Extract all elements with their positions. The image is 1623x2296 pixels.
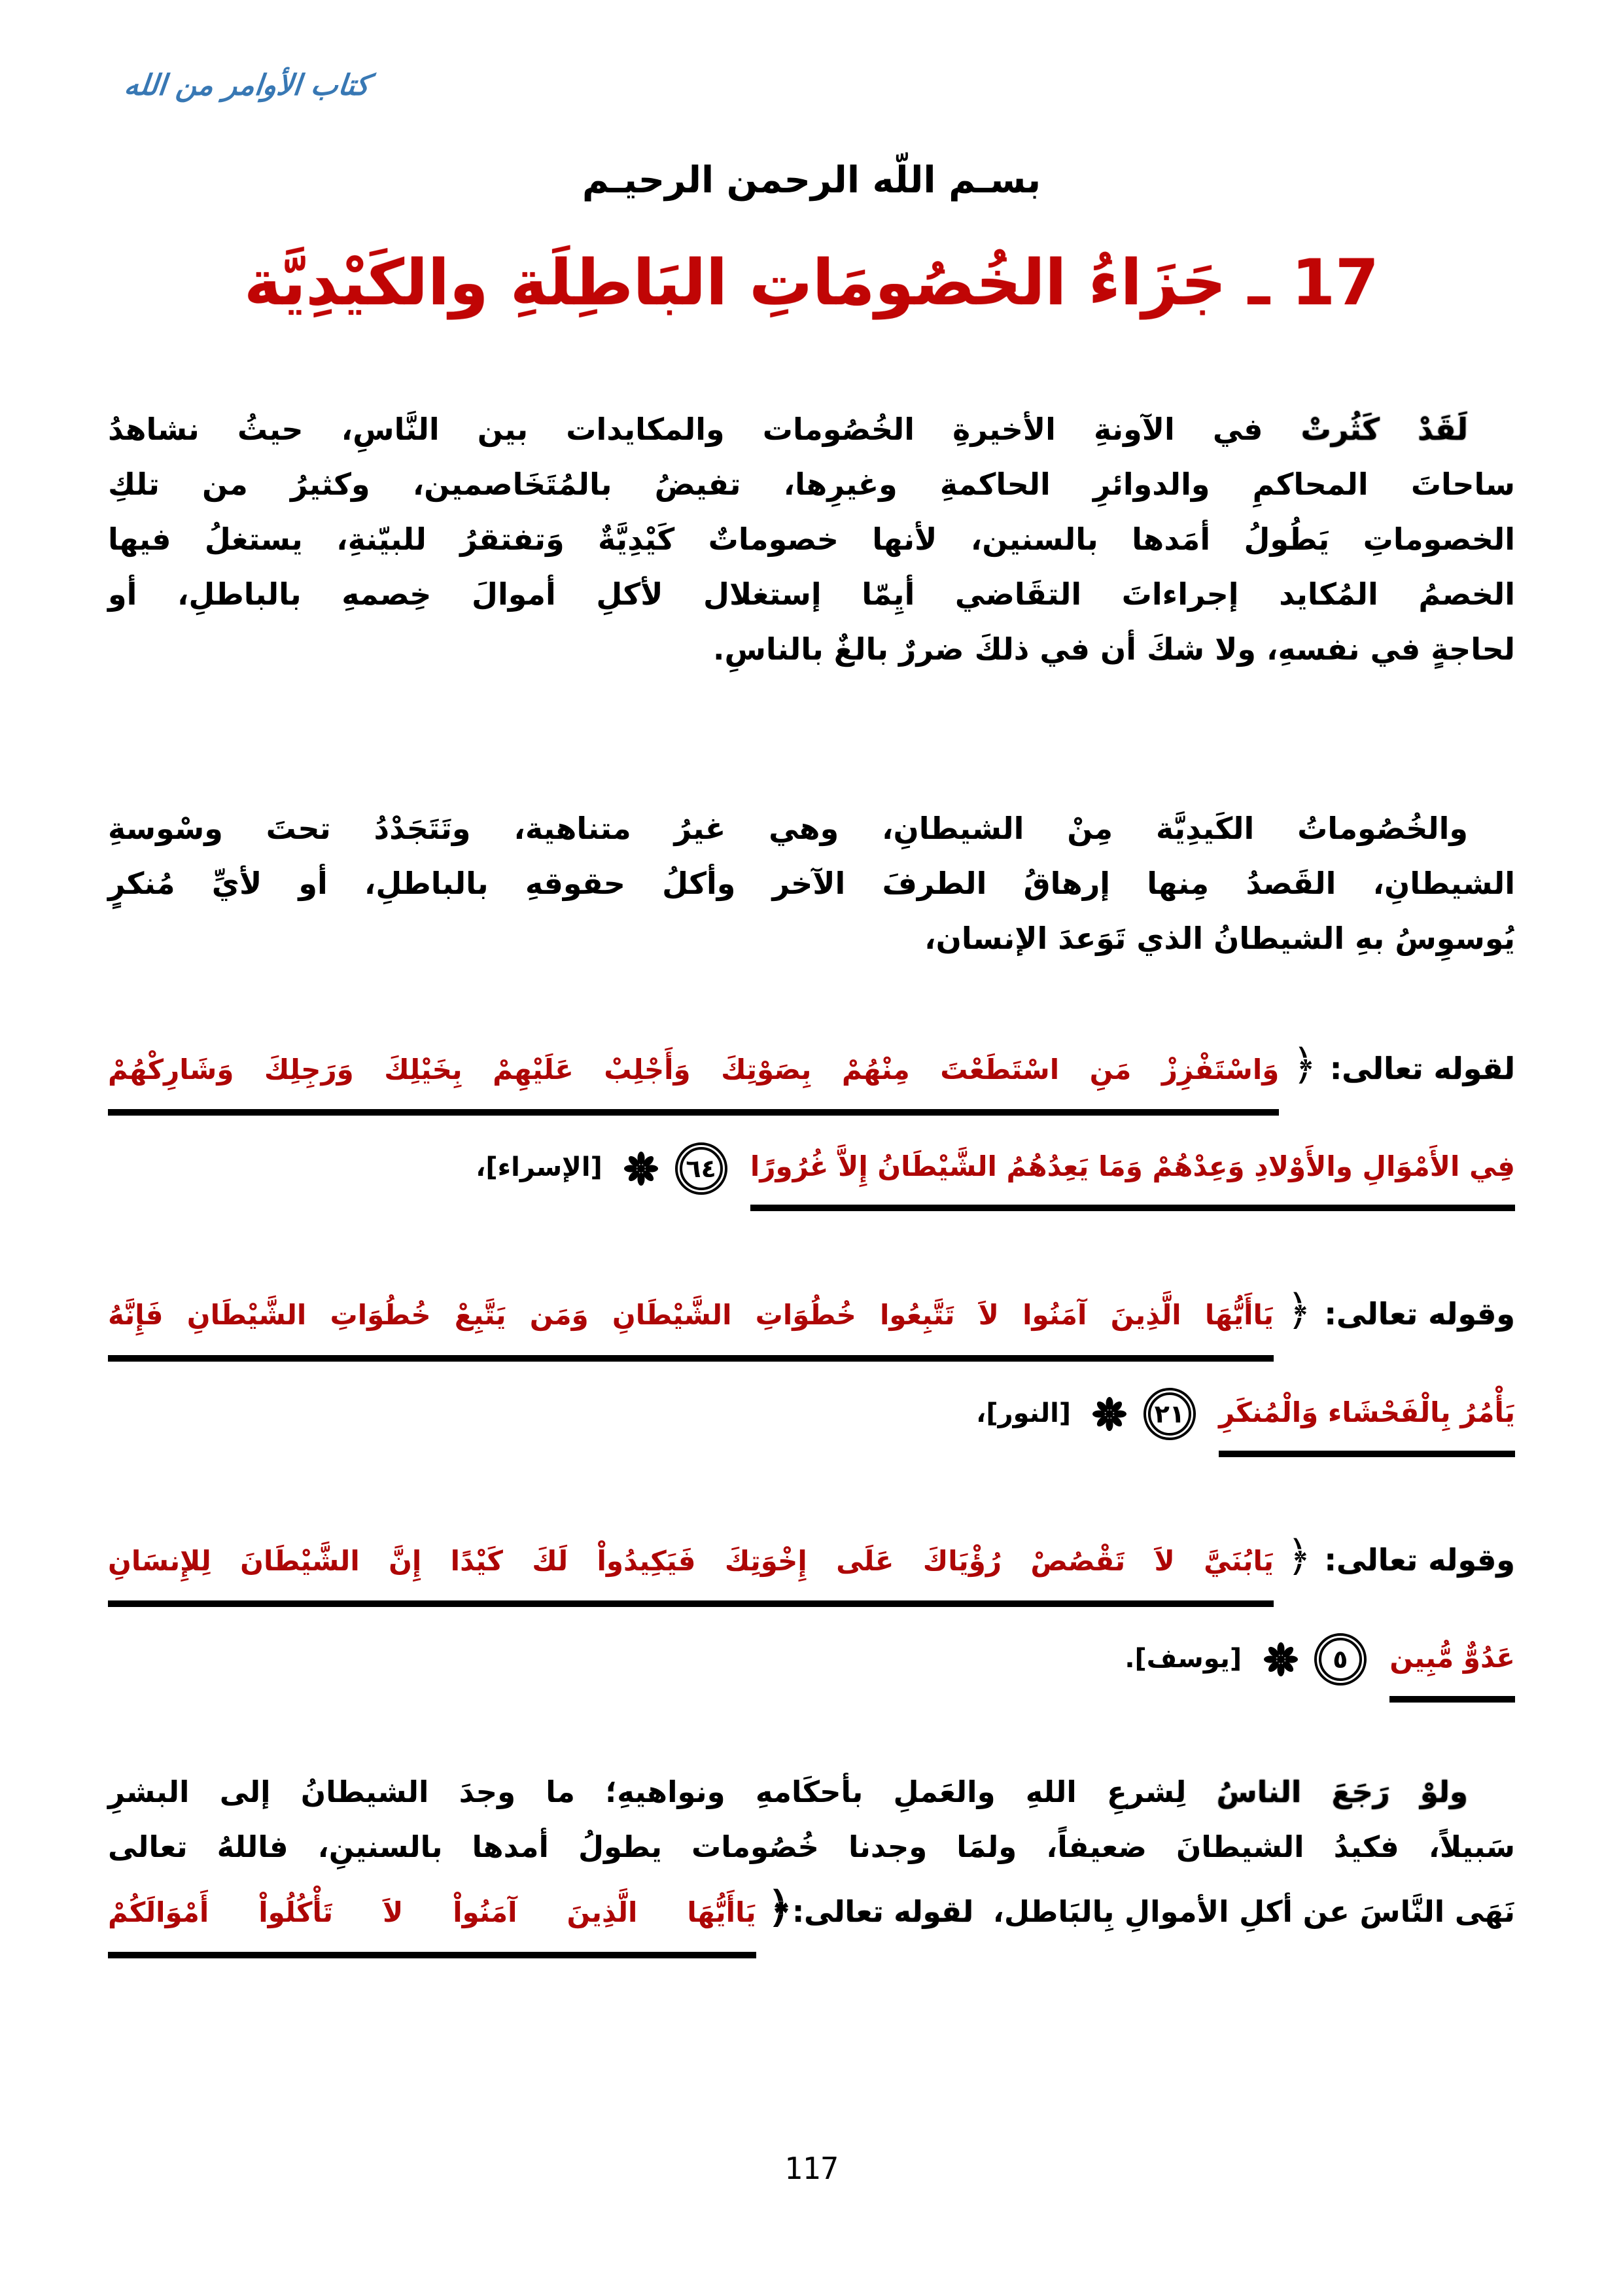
body-line: الشيطانِ، القَصدُ مِنها إرهاقُ الطرفَ الآخر وأكلُ حقوقهِ بالباطلِ، أو لأيِّ مُنكرٍ	[108, 866, 1515, 901]
verse-source: [الإسراء]،	[476, 1152, 602, 1183]
body-line	[108, 402, 1515, 457]
verse-line: وقوله تعالى: ﴿ يَابُنَيَّ لاَ تَقْصُصْ رُؤْيَاكَ عَلَى إِخْوَتِكَ فَيَكِيدُواْ لَكَ كَيْدًا إِنَّ الشَّيْطَانَ لِلإِنسَانِ	[108, 1532, 1515, 1607]
body-line: لحاجةٍ في نفسهِ، ولا شكَ أن في ذلكَ ضررٌ بالغٌ بالناسِ.	[712, 631, 1515, 667]
verse-label: لقوله تعالى:	[1329, 1051, 1515, 1086]
quran-verse-nur	[108, 1286, 1515, 1457]
basmala: بسـم اللّه الرحمن الرحيـم	[582, 159, 1041, 202]
verse-source: [النور]،	[976, 1398, 1072, 1428]
rosette-ornament-icon	[1263, 1641, 1299, 1678]
body-line: الخصوماتِ يَطُولُ أمَدها بالسنين، لأنها خصوماتٌ كَيْدِيَّةٌ وَتفتقرُ للبيّنةِ، يستغلُ فيها	[108, 521, 1515, 557]
ayah-number-badge: ٢١	[1143, 1388, 1196, 1440]
ayah-number-badge: ٦٤	[675, 1142, 727, 1195]
verse-label: وقوله تعالى:	[1324, 1542, 1515, 1578]
verse-text: يَاأَيُّهَا الَّذِينَ آمَنُوا لاَ تَتَّبِعُوا خُطُوَاتِ الشَّيْطَانِ وَمَن يَتَّبِعْ خُطُوَاتِ الشَّيْطَانِ فَإِنَّهُ	[108, 1286, 1274, 1361]
page-number: 117	[784, 2151, 839, 2186]
verse-text: فِي الأَمْوَالِ والأَوْلادِ وَعِدْهُمْ وَمَا يَعِدُهُمُ الشَّيْطَانُ إِلاَّ غُرُورًا	[750, 1138, 1515, 1211]
paragraph-intro	[108, 402, 1515, 677]
header-calligraphy: كتاب الأوامر من الله	[122, 69, 372, 102]
verse-line: لقوله تعالى: ﴿ وَاسْتَفْزِزْ مَنِ اسْتَطَعْتَ مِنْهُمْ بِصَوْتِكَ وَأَجْلِبْ عَلَيْهِمْ بِخَيْلِكَ وَرَجِلِكَ وَشَارِكْهُمْ	[108, 1041, 1515, 1116]
verse-label: لقوله تعالى:	[792, 1894, 974, 1930]
rosette-ornament-icon	[623, 1150, 659, 1187]
body-line: ساحاتَ المحاكمِ والدوائرِ الحاكمةِ وغيرِها، تفيضُ بالمُتَخَاصمين، وكثيرُ من تلكِ	[108, 467, 1515, 502]
verse-label: وقوله تعالى:	[1324, 1296, 1515, 1332]
paragraph-conclusion	[108, 1765, 1515, 1958]
body-line: يُوسوِسُ بهِ الشيطانُ الذي تَوَعدَ الإنسان،	[924, 921, 1515, 956]
ayah-number-badge: ٥	[1314, 1633, 1367, 1686]
verse-text: يَأْمُرُ بِالْفَحْشَاء وَالْمُنكَرِ	[1219, 1384, 1515, 1457]
paragraph-lead: لَقَدْ كَثُرتْ	[1300, 412, 1469, 447]
body-text: نَهَى النَّاسَ عن أكلِ الأموالِ بِالبَاطل،	[992, 1894, 1515, 1930]
body-text: لِشرعِ اللهِ والعَملِ بأحكَامهِ ونواهيهِ؛ ما وجدَ الشيطانُ إلى البشرِ	[108, 1775, 1187, 1810]
body-line-with-verse	[108, 1884, 1515, 1958]
chapter-title: 17 ـ جَزَاءُ الخُصُومَاتِ البَاطِلَةِ والكَيْدِيَّة	[244, 246, 1379, 319]
paragraph-devil-litigations	[108, 801, 1515, 966]
body-line: والخُصُوماتُ الكَيدِيَّة مِنْ الشيطانِ، وهي غيرُ متناهية، وتَتَجَدْدُ تحتَ وسْوسةِ	[108, 811, 1468, 846]
verse-text: وَاسْتَفْزِزْ مَنِ اسْتَطَعْتَ مِنْهُمْ بِصَوْتِكَ وَأَجْلِبْ عَلَيْهِمْ بِخَيْلِكَ وَرَجِلِكَ وَشَارِكْهُمْ	[108, 1041, 1279, 1116]
page-header	[108, 56, 1515, 128]
verse-continuation-line	[108, 1384, 1515, 1457]
body-line	[108, 1765, 1515, 1820]
quran-verse-isra	[108, 1041, 1515, 1211]
verse-text: يَاأَيُّهَا الَّذِينَ آمَنُواْ لاَ تَأْكُلُواْ أَمْوَالَكُمْ	[108, 1884, 756, 1958]
body-text: في الآونةِ الأخيرةِ الخُصُومات والمكايدات بين النَّاسِ، حيثُ نشاهدُ	[108, 412, 1263, 447]
verse-source: [يوسف].	[1125, 1643, 1242, 1674]
verse-text: عَدُوٌّ مُّبِين	[1389, 1629, 1515, 1703]
body-line: الخصمُ المُكايد إجراءاتَ التقَاضي أيِمّا إستغلال لأكلِ أموالَ خِصمهِ بالباطلِ، أو	[108, 576, 1515, 612]
verse-text: يَابُنَيَّ لاَ تَقْصُصْ رُؤْيَاكَ عَلَى إِخْوَتِكَ فَيَكِيدُواْ لَكَ كَيْدًا إِنَّ الشَّيْطَانَ لِلإِنسَانِ	[108, 1532, 1274, 1607]
ornate-open-bracket: ﴿	[767, 1884, 793, 1933]
body-text	[768, 1884, 1515, 1939]
paragraph-lead: ولوْ رَجَعَ الناسُ	[1216, 1775, 1468, 1810]
rosette-ornament-icon	[1091, 1396, 1128, 1432]
verse-line: وقوله تعالى: ﴿ يَاأَيُّهَا الَّذِينَ آمَنُوا لاَ تَتَّبِعُوا خُطُوَاتِ الشَّيْطَانِ وَمَن يَتَّبِعْ خُطُوَاتِ الشَّيْطَانِ فَإِنَّهُ	[108, 1286, 1515, 1361]
body-line: سَبيلاً، فكيدُ الشيطانَ ضعيفاً، ولمَا وجدنا خُصُومات يطولُ أمدها بالسنينِ، فاللهُ تعالى	[108, 1829, 1515, 1865]
quran-verse-yusuf	[108, 1532, 1515, 1703]
verse-continuation-line	[108, 1138, 1515, 1211]
verse-continuation-line	[108, 1629, 1515, 1703]
